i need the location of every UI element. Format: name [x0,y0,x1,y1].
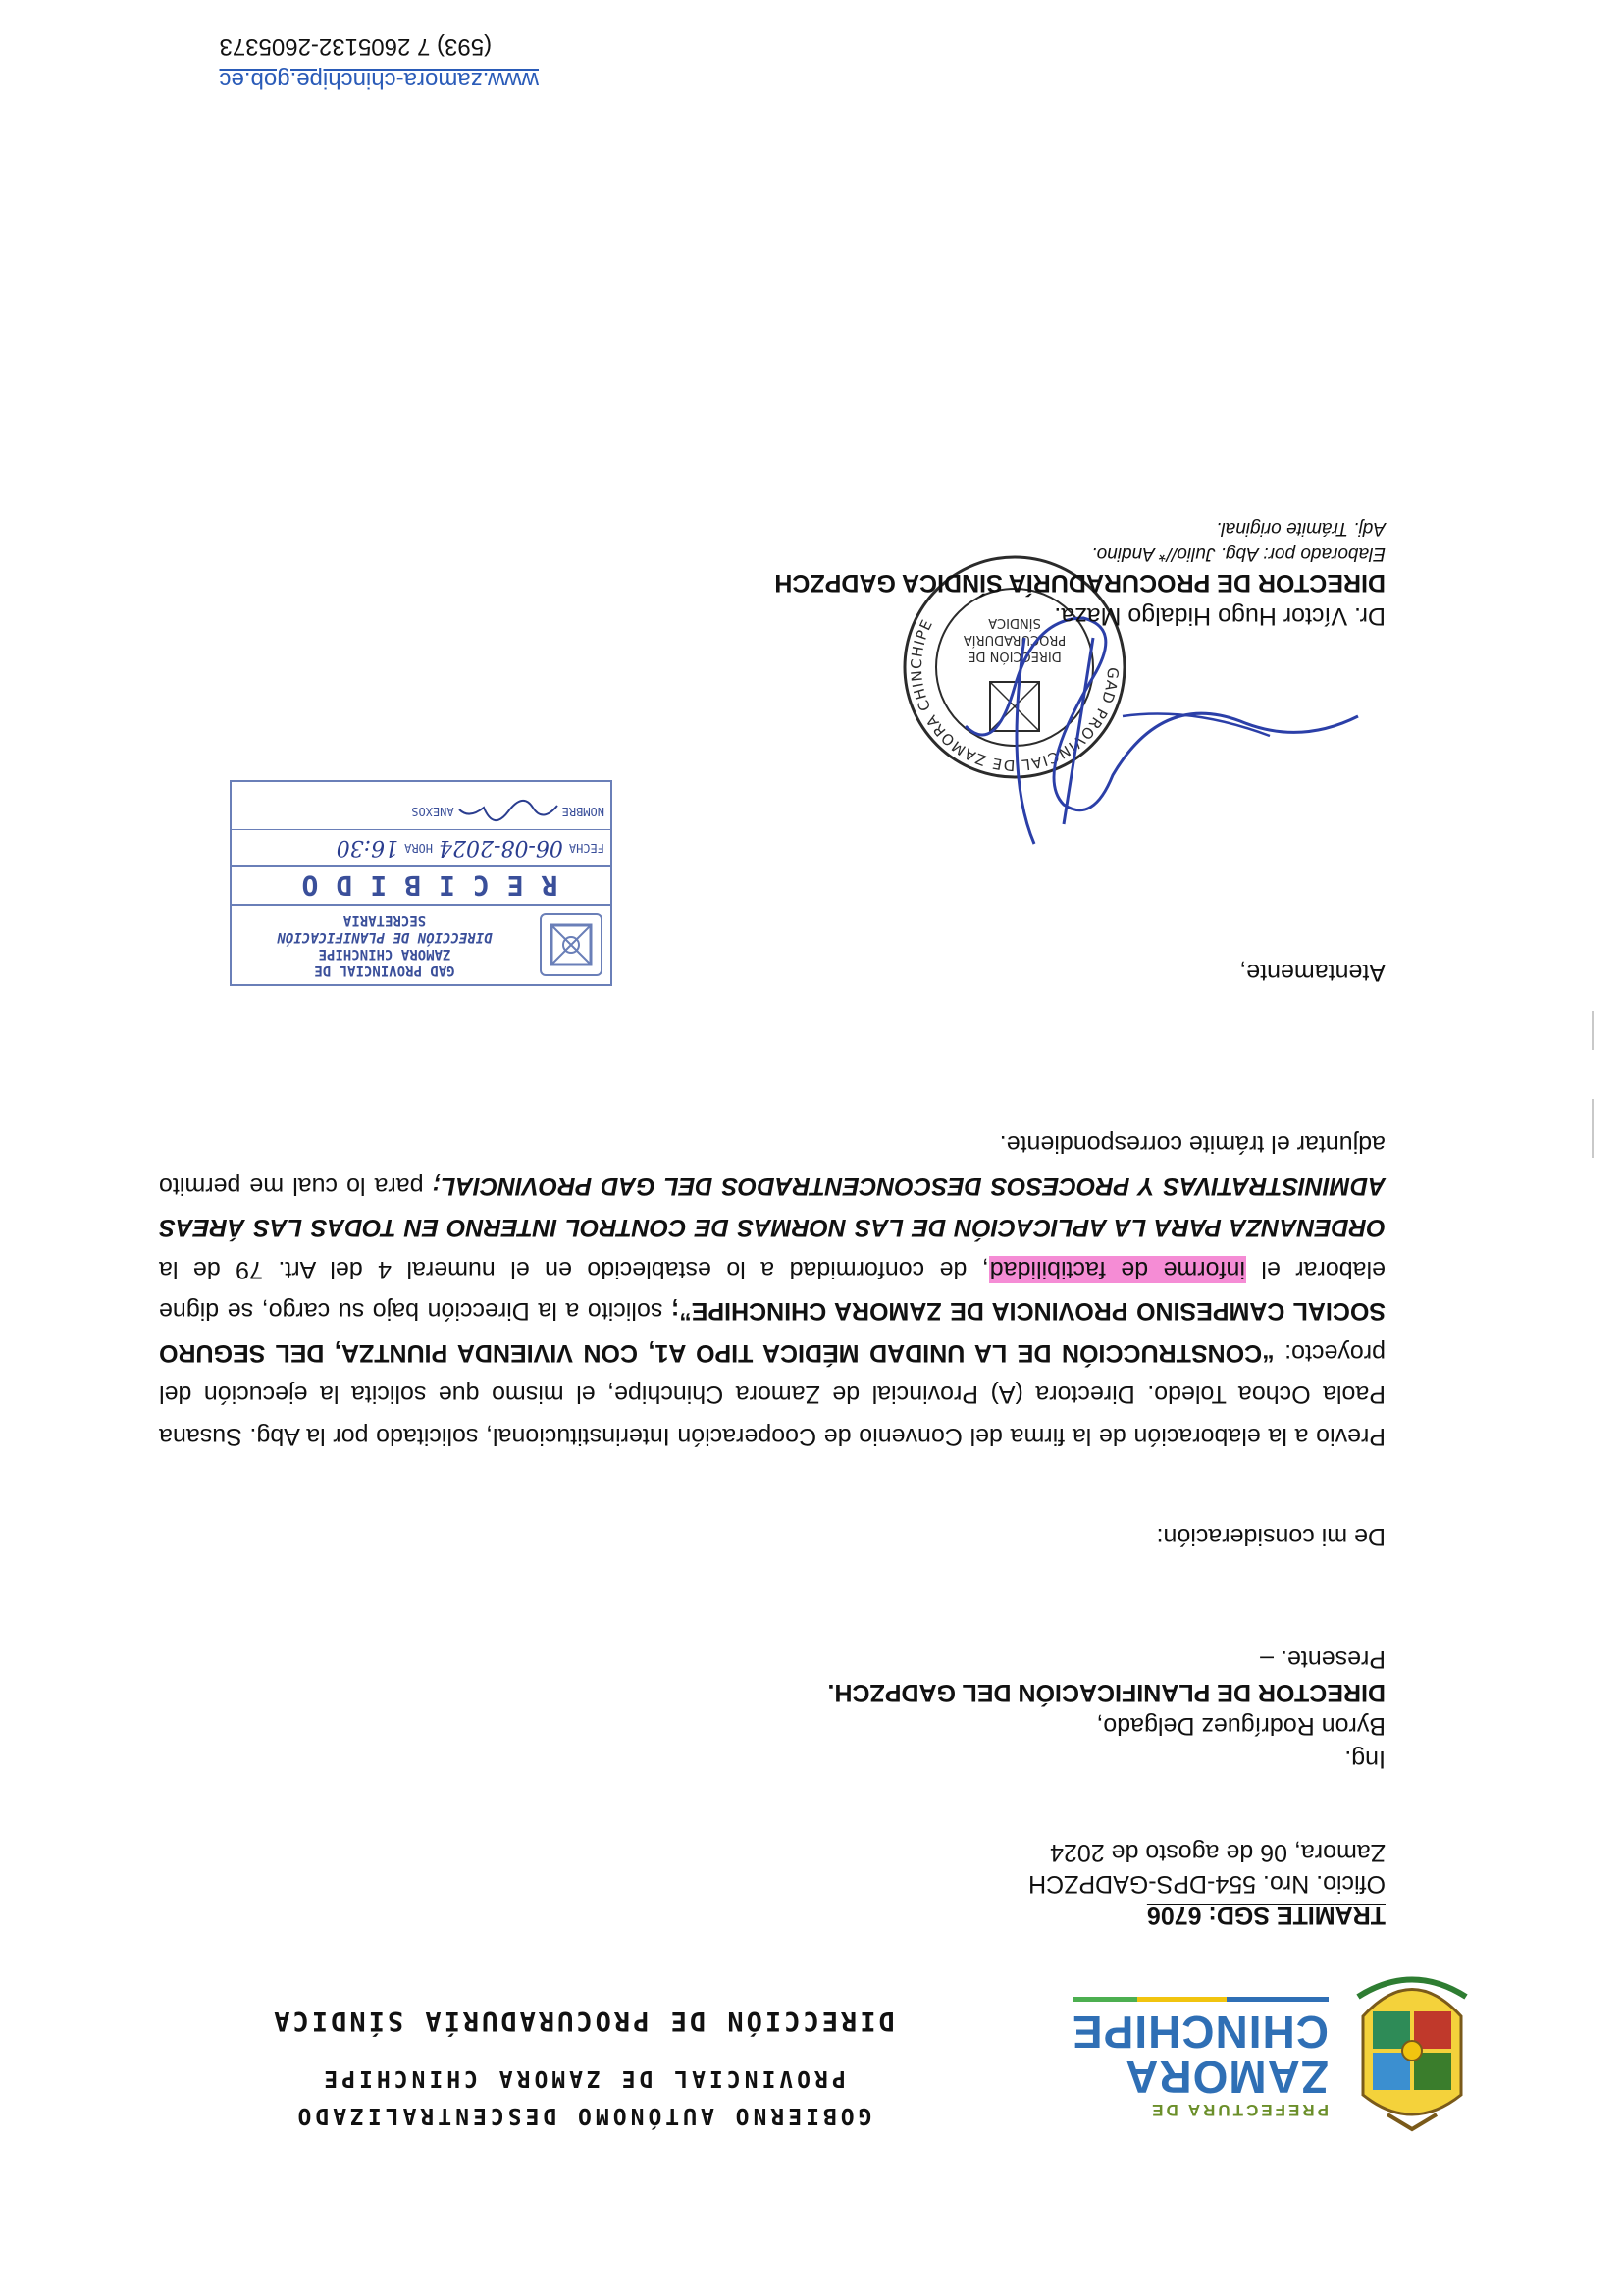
scan-edge-mark [1592,1099,1594,1158]
signer-name: Dr. Víctor Hugo Hidalgo Maza. [1054,602,1386,630]
scan-edge-mark [1592,1011,1594,1050]
department-heading: DIRECCIÓN DE PROCURADURÍA SÍNDICA [271,2006,895,2036]
attachment-note: Adj. Trámite original. [1216,518,1386,539]
seal-outer-text: GAD PROVINCIAL DE ZAMORA CHINCHIPE [907,616,1123,775]
footer-phone: (593) 7 2605132-2605373 [219,33,493,60]
body-text-legal: , de conformidad a lo establecido en el numeral 4 del Art. 79 de la [159,1256,989,1283]
brand-small-text: PREFECTURA DE [1149,2101,1329,2119]
received-stamp [230,780,612,986]
prepared-by: Elaborado por: Abg. Julio//* Andino. [1091,544,1386,564]
seal-inner-line1: DIRECCIÓN DE [968,649,1062,663]
footer-website-link[interactable]: www.zamora-chinchipe.gob.ec [219,67,539,93]
stamp-date-row [232,829,610,865]
body-text-closing: para lo cual me permito adjuntar el trámite correspondiente. [159,1130,1386,1200]
addressee-presente: Presente. – [1260,1645,1386,1673]
highlighted-phrase: informe de factibilidad [989,1256,1245,1283]
body-paragraph [159,1123,1386,1457]
signer-block [774,515,1386,633]
stamp-crest-icon [540,913,602,976]
addressee-title: Ing. [1344,1746,1386,1773]
stamp-hora-label: HORA [404,841,434,855]
footer [220,32,540,93]
greeting: De mi consideración: [1156,1523,1386,1550]
place-date: Zamora, 06 de agosto de 2024 [1050,1839,1386,1866]
stamp-line3: DIRECCIÓN DE PLANIFICACIÓN [277,929,493,945]
stamp-name-row [232,794,610,829]
stamp-handwritten-name [454,798,562,825]
body-text-request: solicito a la Dirección bajo su cargo, se digne elaborar el [159,1256,1386,1326]
prefectura-brand [1073,1997,1329,2119]
addressee-block [827,1643,1386,1776]
stamp-fecha-value: 06-08-2024 [439,835,563,861]
seal-inner-line3: SÍNDICA [988,615,1041,630]
addressee-position: DIRECTOR DE PLANIFICACIÓN DEL GADPZCH. [827,1679,1386,1706]
gov-heading-line2: PROVINCIAL DE ZAMORA CHINCHIPE [320,2065,846,2091]
stamp-line2: ZAMORA CHINCHIPE [318,946,451,962]
government-heading [171,2060,995,2134]
stamp-anexos-label: ANEXOS [411,805,454,818]
stamp-line1: GAD PROVINCIAL DE [314,963,455,978]
addressee-name: Byron Rodríguez Delgado, [1096,1712,1386,1740]
body-text-intro: Previo a la elaboración de la firma del Convenio de Cooperación Interinstitucional, solicitado por la Abg. Susana Paola Ochoa Toledo. Directora (A) Provincial de Zamora Chinchipe, el mismo que solicita la ejecución del proyecto: [159,1339,1386,1450]
reference-block [1028,1837,1386,1931]
oficio-number: Oficio. Nro. 554-DPS-GADPZCH [1028,1870,1386,1898]
stamp-recibido: RECIBIDO [232,865,610,906]
brand-line-chinchipe: CHINCHIPE [1071,2007,1329,2058]
project-name: “CONSTRUCCIÓN DE LA UNIDAD MÉDICA TIPO A1, CON VIVIENDA PIUNTZA, DEL SEGURO SOCIAL CAMPESINO PROVINCIA DE ZAMORA CHINCHIPE”; [159,1297,1386,1367]
tramite-number: TRAMITE SGD: 6706 [1146,1902,1386,1929]
prefectura-crest-logo [1348,1957,1476,2134]
stamp-line4: SECRETARIA [342,913,427,928]
stamp-fecha-label: FECHA [568,841,604,855]
brand-line-zamora: ZAMORA [1125,2052,1329,2103]
brand-color-rule [1073,1997,1329,2002]
seal-inner-line2: PROCURADURÍA [963,632,1067,647]
stamp-hora-value: 16:30 [336,835,399,861]
closing-salutation: Atentamente, [1239,959,1386,986]
ordinance-name: ORDENANZA PARA LA APLICACIÓN DE LAS NORMAS DE CONTROL INTERNO EN TODAS LAS ÁREAS ADMINISTRATIVAS Y PROCESOS DESCONCENTRADOS DEL GAD PROVINCIAL; [159,1173,1386,1242]
gov-heading-line1: GOBIERNO AUTÓNOMO DESCENTRALIZADO [293,2103,872,2128]
signer-position: DIRECTOR DE PROCURADURÍA SÍNDICA GADPZCH [774,569,1386,597]
stamp-nombre-label: NOMBRE [561,805,604,818]
